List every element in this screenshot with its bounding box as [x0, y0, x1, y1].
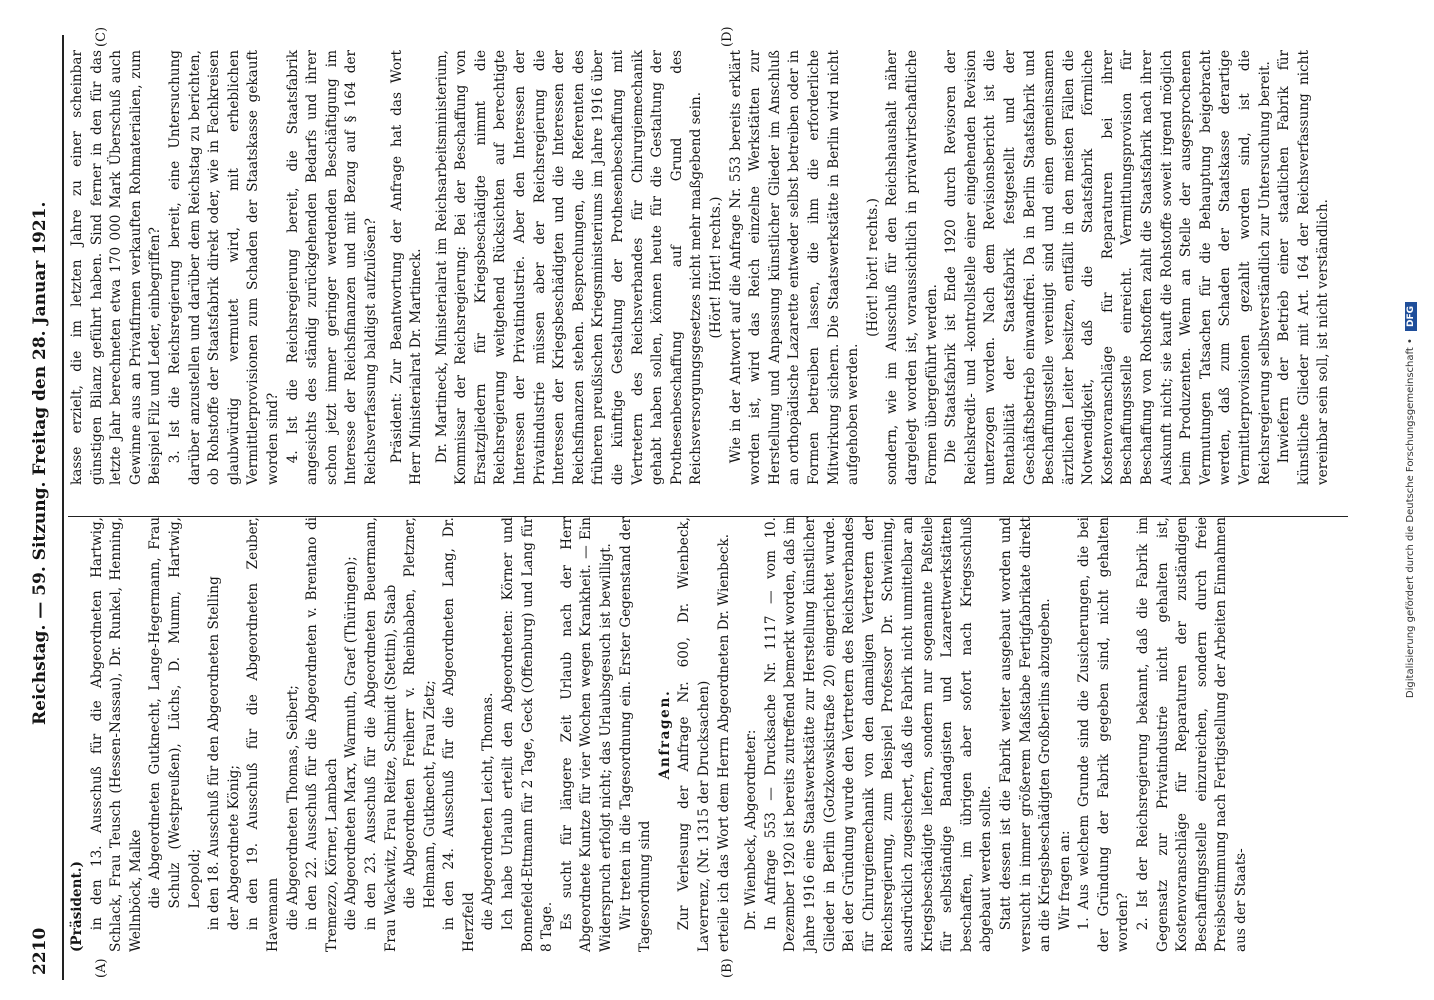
paragraph: der Abgeordnete König;	[225, 765, 242, 931]
left-column	[68, 517, 1252, 952]
digitization-credit	[1405, 0, 1417, 1000]
paragraph: 1. Aus welchem Grunde sind die Zusicherungen, die bei der Gründung der Fabrik gegeben sind, nicht gehalten worden?	[1076, 517, 1132, 952]
right-column	[68, 50, 1334, 485]
interjection: (Hört! hört! rechts.)	[864, 198, 881, 337]
paragraph: Dr. Martineck, Ministerialrat im Reichsarbeitsministerium, Kommissar der Reichsregierung: Bei der Beschaffung von Ersatzgliedern für Kriegsbeschädigte nimmt die Reichsregierung weitgehend Rücksichten auf berechtigte Interessen der Privatindustrie. Aber den Interessen der Privatindustrie müssen aber der Reichsregierung die Interessen der Kriegsbeschädigten und die Interessen der Reichsfinanzen stehen. Besprechungen, die Referenten des früheren preußischen Kriegsministeriums im Jahre 1916 über die künftige Gestaltung der Prothesenbeschaffung mit Vertretern des Reichsverbandes für Chirurgiemechanik gehabt haben sollen, können heute für die Gestaltung der Prothesenbeschaffung auf Grund des Reichsversorgungsgesetzes nicht mehr maßgebend sein.	[433, 50, 705, 485]
paragraph: in den 18. Ausschuß für den Abgeordneten Stelling	[206, 576, 223, 931]
paragraph: Präsident: Zur Beantwortung der Anfrage hat das Wort Herr Ministerialrat Dr. Martineck.	[388, 50, 425, 485]
margin-marker-a: (A)	[94, 958, 109, 978]
paragraph: Ich habe Urlaub erteilt den Abgeordneten: Körner und Bonnefeld-Ettmann für 2 Tage, Geck (Offenburg) und Lang für 8 Tage.	[500, 517, 556, 952]
paragraph: sondern, wie im Ausschuß für den Reichshaushalt näher dargelegt worden ist, voraussichtlich in privatwirtschaftliche Formen übergeführt werden.	[884, 50, 940, 485]
paragraph: Wir treten in die Tagesordnung ein. Erster Gegenstand der Tagesordnung sind	[617, 517, 654, 952]
paragraph: 4. Ist die Reichsregierung bereit, die Staatsfabrik angesichts des ständig zurückgehenden Bedarfs und ihrer schon jetzt immer geringer werdenden Beschäftigung im Interesse der Reichsfinanzen und mit Bezug auf § 164 der Reichsverfassung baldigst aufzulösen?	[284, 50, 379, 485]
interjection: (Hört! Hört! rechts.)	[708, 196, 724, 339]
running-title: Reichstag. — 59. Sitzung. Freitag den 28. Januar 1921.	[30, 201, 50, 725]
paragraph: 2. Ist der Reichsregierung bekannt, daß die Fabrik im Gegensatz zur Privatindustrie nicht gehalten ist, Kostenvoranschläge für Reparaturen der zuständigen Beschaffungsstelle einzureichen, sondern durch freie Preisbestimmung nach Fertigstellung der Arbeiten Einnahmen aus der Staats-	[1135, 517, 1250, 952]
paragraph: die Abgeordneten Thomas, Seibert;	[284, 685, 301, 931]
speaker-line: Dr. Wienbeck, Abgeordneter:	[743, 729, 760, 931]
paragraph: 3. Ist die Reichsregierung bereit, eine Untersuchung darüber anzustellen und darüber dem Reichstag zu berichten, ob Rohstoffe der Staatsfabrik direkt oder, wie in Fachkreisen glaubwürdig vermutet wird, mit erheblichen Vermittlerprovisionen zum Schaden der Staatskasse gekauft worden sind?	[166, 50, 281, 485]
paragraph: Statt dessen ist die Fabrik weiter ausgebaut worden und versucht in immer größerem Maßstabe Fertigfabrikate direkt an die Kriegsbeschädigten Großberlins abzugeben.	[997, 517, 1054, 952]
paragraph: die Abgeordneten Gutknecht, Lange-Hegermann, Frau Schulz (Westpreußen), Lüchs, D. Mumm, Hartwig, Leopold;	[147, 517, 203, 909]
paragraph: die Abgeordneten Marx, Warmuth, Graef (Thüringen);	[343, 556, 360, 931]
paragraph: Die Staatsfabrik ist Ende 1920 durch Revisoren der Reichskredit- und -kontrollstelle einer eingehenden Revision unterzogen worden. Nach dem Revisionsbericht ist die Rentabilität der Staatsfabrik festgestellt und der Geschäftsbetrieb einwandfrei. Da in Berlin Staatsfabrik und Beschaffungsstelle vereinigt sind und einen gemeinsamen ärztlichen Leiter besitzen, entfällt in den meisten Fällen die Notwendigkeit, daß die Staatsfabrik förmliche Kostenvoranschläge für Reparaturen bei ihrer Beschaffungsstelle einreicht. Vermittlungsprovision für Beschaffung von Rohstoffen zahlt die Staatsfabrik nach ihrer Auskunft nicht; sie kauft die Rohstoffe soweit irgend möglich beim Produzenten. Wenn an Stelle der ausgesprochenen Vermutungen Tatsachen für die Behauptung beigebracht werden, daß zum Schaden der Staatskasse derartige Vermittlerprovisionen gezahlt worden sind, ist die Reichsregierung selbstverständlich zur Untersuchung bereit.	[943, 50, 1273, 485]
running-header	[30, 40, 60, 975]
paragraph: Wie in der Antwort auf die Anfrage Nr. 553 bereits erklärt worden ist, wird das Reich einzelne Werkstätten zur Herstellung und Anpassung künstlicher Glieder im Anschluß an orthopädische Lazarette entweder selbst betreiben oder in Formen betreiben lassen, die ihm die erforderliche Mitwirkung sichern. Die Staatswerkstätte in Berlin wird nicht aufgehoben werden.	[727, 50, 862, 485]
paragraph: die Abgeordneten Freiherr v. Rheinbaben, Pletzner, Helmann, Gutknecht, Frau Zietz;	[402, 517, 438, 909]
margin-marker-b: (B)	[720, 958, 735, 978]
paragraph: erteile ich das Wort dem Herrn Abgeordneten Dr. Wienbeck.	[715, 533, 732, 952]
paragraph: in den 23. Ausschuß für die Abgeordneten Beuermann, Frau Wackwitz, Frau Reitze, Schmidt (Stettin), Staab	[362, 517, 399, 952]
header-rule	[62, 35, 64, 980]
paragraph: Zur Verlesung der Anfrage Nr. 600, Dr. Wienbeck, Laverrenz, (Nr. 1315 der Drucksachen)	[676, 517, 712, 952]
paragraph: In Anfrage 553 — Drucksache Nr. 1117 — vom 10. Dezember 1920 ist bereits zutreffend bemerkt worden, daß im Jahre 1916 eine Staatswerkstätte zur Herstellung künstlicher Glieder in Berlin (Gotzkowskistraße 20) eingerichtet wurde. Bei der Gründung wurde den Vertretern des Reichsverbandes für Chirurgiemechanik von den damaligen Vertretern der Reichsregierung, zum Beispiel Professor Dr. Schwiening, ausdrücklich zugesichert, daß die Fabrik nicht unmittelbar an Kriegsbeschädigte liefern, sondern nur sogenannte Paßteile für selbständige Bandagisten und Lazarettwerkstätten beschaffen, im übrigen aber sofort nach Kriegsschluß abgebaut werden sollte.	[762, 517, 995, 952]
paragraph: in den 24. Ausschuß für die Abgeordneten Lang, Dr. Herzfeld	[441, 517, 477, 952]
margin-marker-d: (D)	[720, 26, 735, 47]
paragraph: kasse erzielt, die im letzten Jahre zu einer scheinbar günstigen Bilanz geführt haben. Sind ferner in den für das letzte Jahr berechneten etwa 170 000 Mark Überschuß auch Gewinne aus an Privatfirmen verkauften Rohmaterialien, zum Beispiel Filz und Leder, einbegriffen?	[69, 50, 164, 485]
paragraph: die Abgeordneten Leicht, Thomas.	[480, 692, 497, 931]
page-number: 2210	[30, 927, 50, 975]
paragraph: in den 22. Ausschuß für die Abgeordneten v. Brentano di Tremezzo, Körner, Lambach	[304, 517, 340, 952]
paragraph: in den 19. Ausschuß für die Abgeordneten Zeuber, Havemann	[245, 517, 281, 952]
paragraph: in den 13. Ausschuß für die Abgeordneten Hartwig, Schlack, Frau Teusch (Hessen-Nassau), Dr. Runkel, Henning, Wellnböck, Malke	[88, 517, 144, 952]
section-heading: Anfragen.	[656, 689, 673, 780]
paragraph: Es sucht für längere Zeit Urlaub nach der Herr Abgeordnete Kuntze für vier Wochen wegen Krankheit. — Ein Widerspruch erfolgt nicht; das Urlaubsgesuch ist bewilligt.	[558, 517, 615, 952]
paragraph: Inwiefern der Betrieb einer staatlichen Fabrik für künstliche Glieder mit Art. 164 der Reichsverfassung nicht vereinbar sein soll, ist nicht verständlich.	[1276, 50, 1332, 485]
paragraph: Wir fragen an:	[1056, 830, 1073, 931]
credit-text: Digitalisierung gefördert durch die Deutsche Forschungsgemeinschaft •	[1405, 338, 1416, 699]
dfg-logo: DFG	[1405, 302, 1417, 331]
speaker-tag: (Präsident.)	[69, 861, 85, 952]
margin-marker-c: (C)	[94, 26, 109, 47]
